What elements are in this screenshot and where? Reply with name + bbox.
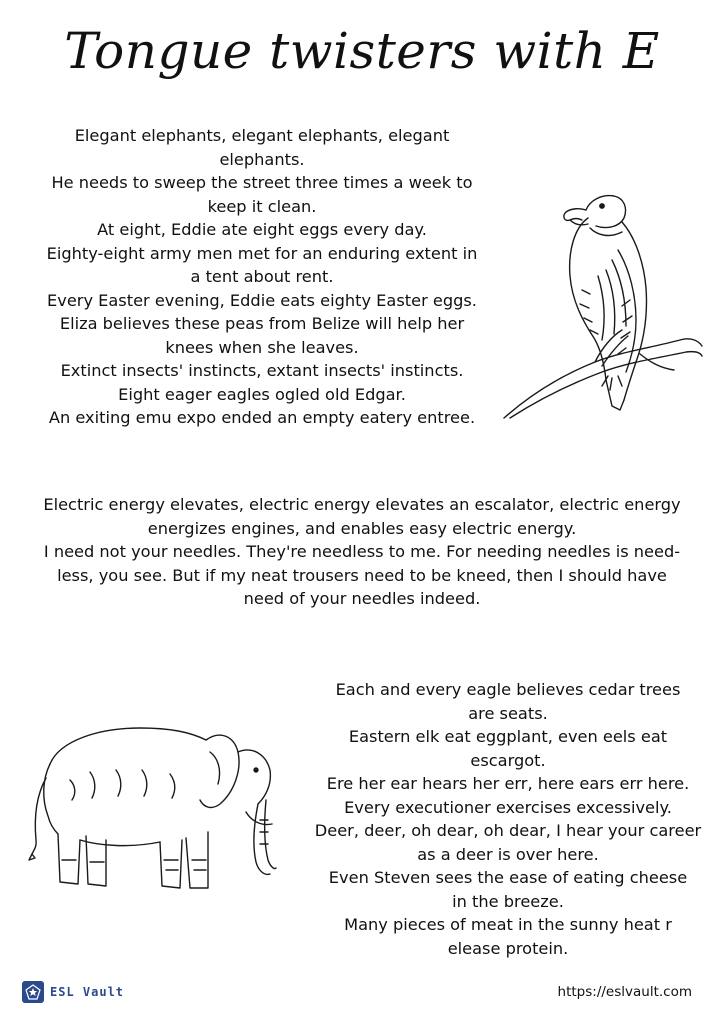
- site-url-link[interactable]: https://eslvault.com: [557, 984, 692, 1000]
- twister-block-middle: [20, 493, 704, 611]
- twister-line: Electric energy elevates, electric energy elevates an escalator, electric energy: [43, 495, 681, 514]
- twister-line: escargot.: [470, 750, 546, 770]
- twister-line: knees when she leaves.: [165, 337, 359, 357]
- twister-line: An exiting emu expo ended an empty eatery entree.: [48, 408, 476, 427]
- footer: [0, 976, 724, 1010]
- twister-line: as a deer is over here.: [417, 844, 599, 864]
- twister-line: Elegant elephants, elegant elephants, elegant: [74, 126, 450, 145]
- twister-line: Extinct insects' instincts, extant insects' instincts.: [60, 361, 464, 380]
- twister-line: in the breeze.: [452, 891, 564, 911]
- twister-line: Eastern elk eat eggplant, even eels eat: [348, 727, 668, 746]
- twister-line: Every Easter evening, Eddie eats eighty Easter eggs.: [47, 290, 477, 310]
- site-logo[interactable]: [22, 980, 124, 1004]
- twister-line: Every executioner exercises excessively.: [344, 797, 672, 817]
- twister-line: need of your needles indeed.: [243, 589, 481, 608]
- twister-line: At eight, Eddie ate eight eggs every day.: [97, 220, 427, 239]
- twister-line: elease protein.: [447, 938, 569, 958]
- twister-line: Ere her ear hears her err, here ears err here.: [326, 774, 690, 793]
- twister-line: energizes engines, and enables easy electric energy.: [147, 518, 577, 538]
- twister-line: Even Steven sees the ease of eating cheese: [328, 868, 688, 887]
- twister-line: Eighty-eight army men met for an enduring extent in: [46, 243, 478, 263]
- twister-block-bottom: [296, 678, 720, 960]
- twister-line: I need not your needles. They're needless to me. For needing needles is need-: [43, 542, 681, 561]
- twister-block-top: [22, 124, 502, 430]
- twister-line: Deer, deer, oh dear, oh dear, I hear your career: [314, 821, 702, 840]
- pentagon-star-icon: [22, 981, 44, 1003]
- twister-line: a tent about rent.: [190, 267, 334, 286]
- twister-line: Each and every eagle believes cedar trees: [335, 680, 681, 699]
- eagle-illustration: [490, 180, 704, 420]
- twister-line: less, you see. But if my neat trousers need to be kneed, then I should have: [57, 565, 667, 585]
- twister-line: He needs to sweep the street three times a week to: [51, 173, 473, 192]
- twister-line: elephants.: [219, 149, 305, 169]
- twister-line: Many pieces of meat in the sunny heat r: [344, 915, 672, 934]
- twister-line: are seats.: [468, 703, 548, 723]
- twister-line: Eight eager eagles ogled old Edgar.: [118, 384, 406, 404]
- elephant-illustration: [20, 700, 280, 900]
- twister-line: Eliza believes these peas from Belize will help her: [59, 314, 465, 333]
- logo-text: ESL Vault: [50, 985, 125, 999]
- page-title: Tongue twisters with E: [64, 22, 660, 80]
- twister-line: keep it clean.: [207, 196, 317, 216]
